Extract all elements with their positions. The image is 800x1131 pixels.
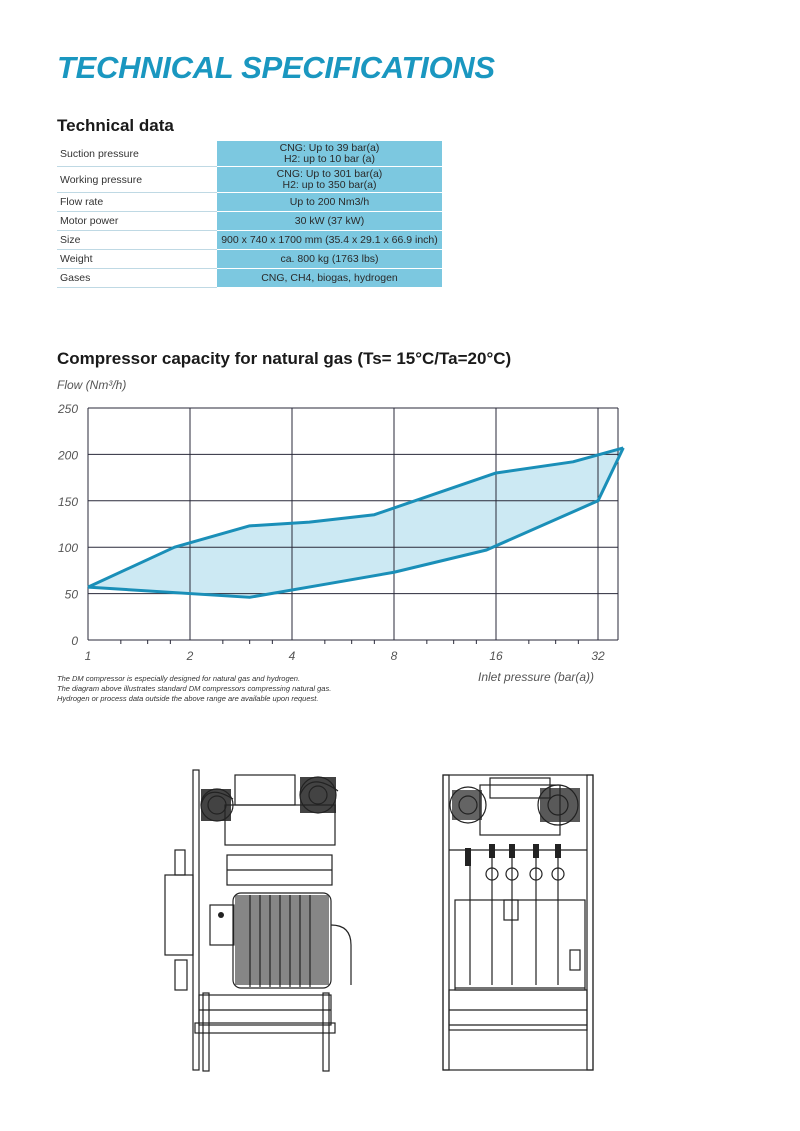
spec-label: Size bbox=[57, 231, 217, 250]
capacity-chart bbox=[0, 395, 800, 665]
technical-data-heading: Technical data bbox=[57, 116, 174, 135]
spec-row-gases bbox=[57, 269, 442, 288]
spec-label: Gases bbox=[57, 269, 217, 288]
chart-y-axis-title: Flow (Nm³/h) bbox=[57, 378, 127, 392]
spec-row-suction-pressure bbox=[57, 141, 442, 167]
compressor-side-view-drawing bbox=[155, 765, 355, 1075]
spec-label: Suction pressure bbox=[57, 141, 217, 167]
chart-heading: Compressor capacity for natural gas (Ts= 15°C/Ta=20°C) bbox=[57, 349, 512, 368]
x-tick-label: 1 bbox=[84, 649, 92, 663]
chart-footnote bbox=[57, 674, 331, 704]
spec-value: 900 x 740 x 1700 mm (35.4 x 29.1 x 66.9 inch) bbox=[217, 231, 442, 250]
x-tick-label: 2 bbox=[186, 649, 194, 663]
spec-label: Weight bbox=[57, 250, 217, 269]
spec-row-weight bbox=[57, 250, 442, 269]
x-tick-label: 8 bbox=[390, 649, 398, 663]
x-tick-label: 16 bbox=[489, 649, 503, 663]
spec-row-size bbox=[57, 231, 442, 250]
technical-data-table bbox=[57, 141, 442, 288]
y-tick-label: 150 bbox=[57, 494, 78, 509]
chart-x-axis-title: Inlet pressure (bar(a)) bbox=[478, 670, 595, 684]
footnote-line: Hydrogen or process data outside the above range are available upon request. bbox=[57, 694, 319, 703]
y-tick-label: 250 bbox=[57, 402, 78, 416]
spec-value: CNG: Up to 39 bar(a) H2: up to 10 bar (a) bbox=[217, 141, 442, 167]
y-tick-label: 0 bbox=[71, 634, 78, 648]
spec-row-motor-power bbox=[57, 212, 442, 231]
y-tick-label: 100 bbox=[57, 541, 78, 556]
spec-value: CNG, CH4, biogas, hydrogen bbox=[217, 269, 442, 288]
spec-row-working-pressure bbox=[57, 167, 442, 193]
spec-label: Motor power bbox=[57, 212, 217, 231]
compressor-front-view-drawing bbox=[440, 770, 600, 1075]
spec-value: Up to 200 Nm3/h bbox=[217, 193, 442, 212]
spec-value: 30 kW (37 kW) bbox=[217, 212, 442, 231]
spec-label: Flow rate bbox=[57, 193, 217, 212]
x-tick-label: 4 bbox=[288, 649, 296, 663]
footnote-line: The diagram above illustrates standard DM compressors compressing natural gas. bbox=[57, 684, 332, 693]
y-tick-label: 200 bbox=[57, 448, 78, 463]
y-tick-label: 50 bbox=[64, 587, 78, 602]
page-title: TECHNICAL SPECIFICATIONS bbox=[57, 50, 495, 85]
spec-value: CNG: Up to 301 bar(a) H2: up to 350 bar(a) bbox=[217, 167, 442, 193]
footnote-line: The DM compressor is especially designed for natural gas and hydrogen. bbox=[57, 674, 301, 683]
spec-label: Working pressure bbox=[57, 167, 217, 193]
spec-row-flow-rate bbox=[57, 193, 442, 212]
x-tick-label: 32 bbox=[591, 649, 605, 663]
capacity-area-fill bbox=[88, 448, 623, 597]
spec-value: ca. 800 kg (1763 lbs) bbox=[217, 250, 442, 269]
